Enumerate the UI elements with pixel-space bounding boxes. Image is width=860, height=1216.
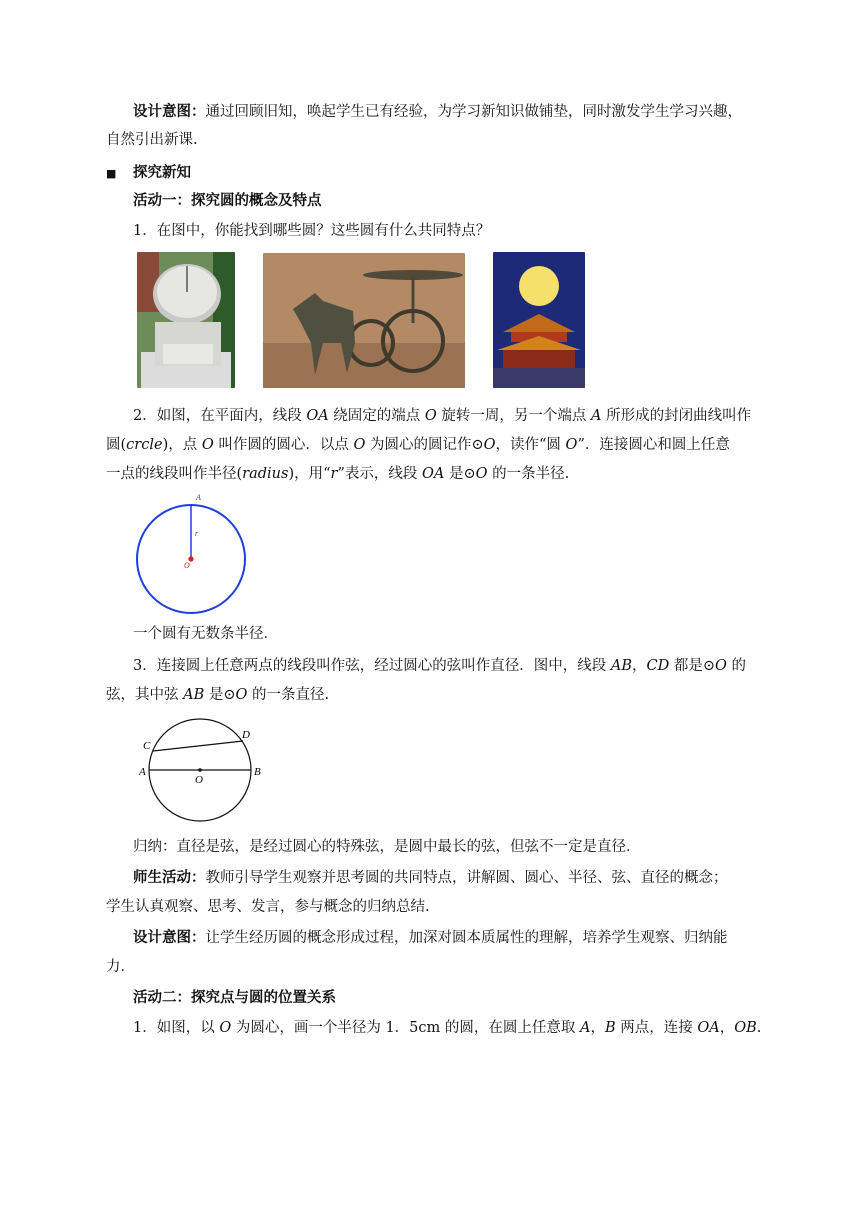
teacher-activity-line2: 学生认真观察、思考、发言，参与概念的归纳总结. [106, 899, 430, 915]
label-c: C [143, 740, 151, 752]
label-r: r [195, 529, 199, 538]
design-intent-paragraph: 设计意图：通过回顾旧知，唤起学生已有经验，为学习新知识做铺垫，同时激发学生学习兴趣， [133, 104, 742, 120]
activity1-definition-line1: 2．如图，在平面内，线段 OA 绕固定的端点 O 旋转一周，另一个端点 A 所形成的封闭曲线叫作 [133, 408, 752, 424]
radius-figure [130, 488, 255, 618]
teacher-activity-line1: 师生活动：教师引导学生观察并思考圆的共同特点，讲解圆、圆心、半径、弦、直径的概念； [133, 870, 728, 886]
moon-palace-photo [493, 252, 585, 388]
summary-paragraph: 归纳：直径是弦，是经过圆心的特殊弦，是圆中最长的弦，但弦不一定是直径． [133, 839, 641, 855]
chord-cd [153, 741, 243, 751]
activity1-question1: 1．在图中，你能找到哪些圆？这些圆有什么共同特点？ [133, 223, 491, 239]
design-intent2-line1: 设计意图：让学生经历圆的概念形成过程，加深对圆本质属性的理解，培养学生观察、归纳能 [133, 930, 728, 946]
label-b: B [254, 766, 261, 778]
center-point [198, 768, 202, 772]
activity2-title: 活动二：探究点与圆的位置关系 [133, 990, 336, 1006]
activity1-definition-line2: 圆(crcle)，点 O 叫作圆的圆心．以点 O 为圆心的圆记作⊙O，读作“圆 O”．连接圆心和圆上任意 [106, 437, 730, 453]
label-o: O [184, 561, 190, 570]
section-heading: ■ 探究新知 [106, 165, 192, 181]
design-intent2-line2: 力． [106, 959, 135, 975]
design-intent-continued: 自然引出新课. [106, 132, 198, 148]
activity2-question1: 1．如图，以 O 为圆心，画一个半径为 1．5cm 的圆，在圆上任意取 A，B 两点，连接 OA，OB. [133, 1020, 762, 1036]
bronze-chariot-photo [263, 253, 465, 388]
label-a: A [196, 493, 201, 502]
label-a: A [139, 766, 146, 778]
sundial-photo [137, 252, 235, 388]
chord-definition-line2: 弦，其中弦 AB 是⊙O 的一条直径. [106, 687, 330, 703]
chord-figure [136, 714, 268, 824]
bullet-icon: ■ [106, 167, 117, 180]
label-d: D [242, 729, 250, 741]
radius-note: 一个圆有无数条半径． [133, 626, 278, 642]
label-o: O [195, 774, 203, 786]
activity1-definition-line3: 一点的线段叫作半径(radius)，用“r”表示，线段 OA 是⊙O 的一条半径. [106, 466, 570, 482]
activity1-title: 活动一：探究圆的概念及特点 [133, 193, 322, 209]
chord-definition-line1: 3．连接圆上任意两点的线段叫作弦，经过圆心的弦叫作直径．图中，线段 AB，CD 都是⊙O 的 [133, 658, 746, 674]
